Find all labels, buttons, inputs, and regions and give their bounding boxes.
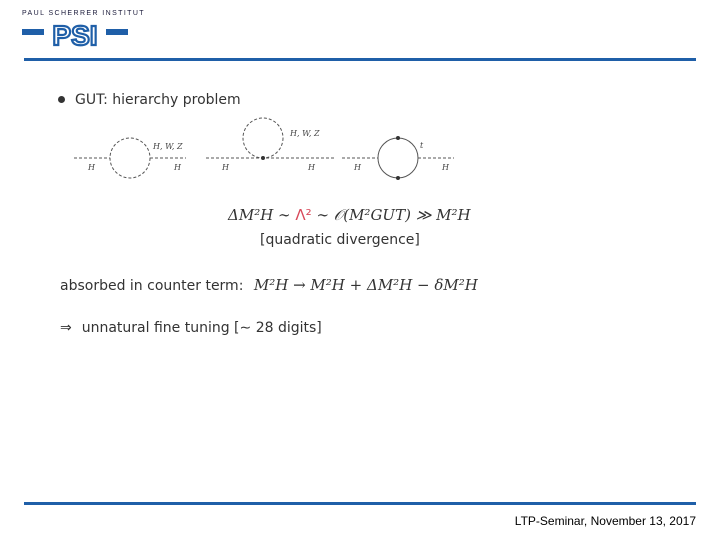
implies-arrow-icon: ⇒ <box>60 320 72 336</box>
counter-term-label: absorbed in counter term: <box>60 278 244 294</box>
bullet-heading <box>58 92 241 108</box>
feynman-diagrams <box>60 112 460 192</box>
d3-right-label: H <box>442 163 449 172</box>
diagram-scalar-loop <box>74 138 186 178</box>
psi-logo-mark <box>22 21 128 49</box>
d2-left-label: H <box>222 163 229 172</box>
logo-text: PSI <box>52 21 98 49</box>
equation-mass-correction <box>228 206 471 224</box>
d3-left-label: H <box>354 163 361 172</box>
footer-rule <box>24 502 696 505</box>
footer-text: LTP-Seminar, November 13, 2017 <box>514 514 696 528</box>
d2-loop-label: H, W, Z <box>290 129 320 138</box>
diagram-tadpole <box>206 118 336 172</box>
conclusion-text: unnatural fine tuning [∼ 28 digits] <box>81 320 322 336</box>
quadratic-divergence-note: [quadratic divergence] <box>260 232 420 248</box>
equation-text: ΔM²H ∼ Λ² ∼ 𝒪(M²GUT) ≫ M²H <box>228 206 471 224</box>
lambda-squared-highlight: Λ² <box>295 206 312 224</box>
institute-caption: PAUL SCHERRER INSTITUT <box>22 10 145 17</box>
d2-right-label: H <box>308 163 315 172</box>
d3-loop-label: t <box>420 141 424 150</box>
d1-left-label: H <box>88 163 95 172</box>
conclusion-line <box>60 320 322 336</box>
bullet-text: GUT: hierarchy problem <box>75 92 241 108</box>
d1-loop-label: H, W, Z <box>153 142 183 151</box>
counter-term-equation: M²H → M²H + ΔM²H − δM²H <box>253 276 478 294</box>
d1-right-label: H <box>174 163 181 172</box>
bullet-dot-icon <box>58 96 65 103</box>
institute-logo <box>22 10 145 52</box>
diagram-fermion-loop <box>342 136 454 180</box>
counter-term-line <box>60 276 478 294</box>
